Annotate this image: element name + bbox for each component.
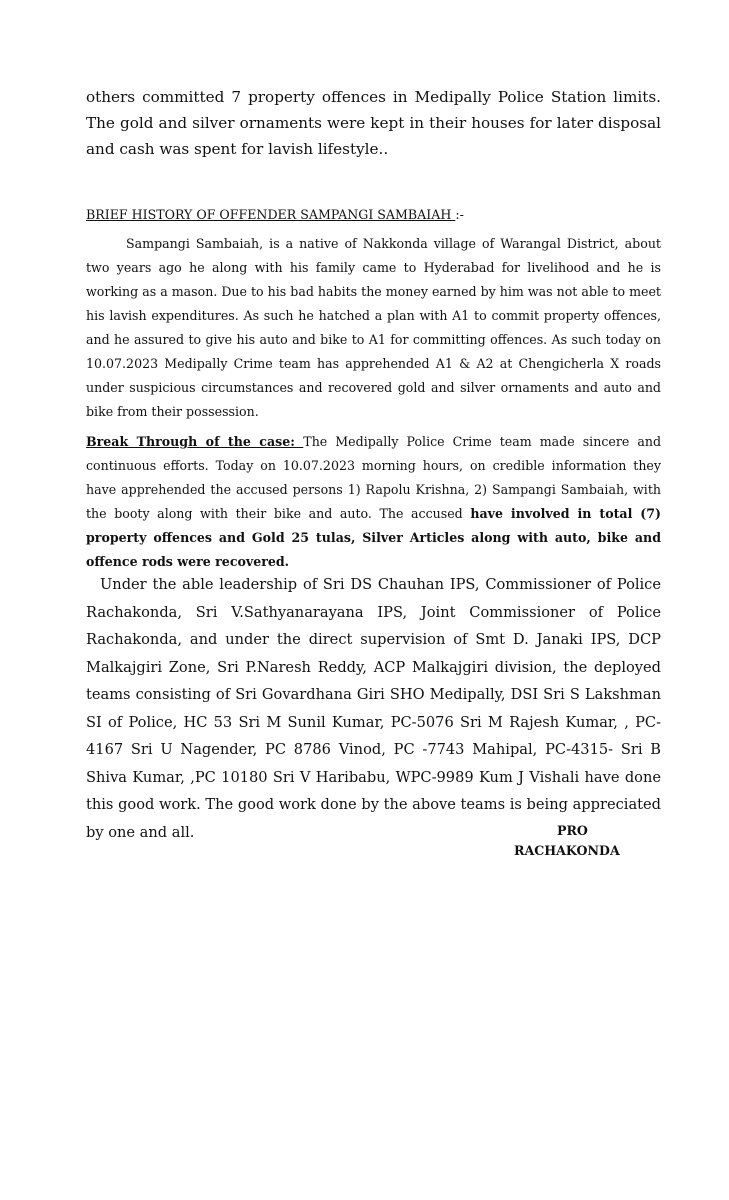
signature-block bbox=[500, 821, 640, 861]
offender-history-heading bbox=[86, 206, 661, 224]
team-appreciation-text: Under the able leadership of Sri DS Chauhan IPS, Commissioner of Police Rachakonda, Sri V.Sathyanarayana IPS, Joint Commissioner of Police Rachakonda, and under the direct supervision of Smt D. Janaki IPS, DCP Malkajgiri Zone, Sri P.Naresh Reddy, ACP Malkajgiri division, the deployed teams consisting of Sri Govardhana Giri SHO Medipally, DSI Sri S Lakshman SI of Police, HC 53 Sri M Sunil Kumar, PC-5076 Sri M Rajesh Kumar, , PC- 4167 Sri U Nagender, PC 8786 Vinod, PC -7743 Mahipal, PC-4315- Sri B Shiva Kumar, ,PC 10180 Sri V Haribabu, WPC-9989 Kum J Vishali have done this good work. The good work done by the above teams is being appreciated by one and all. bbox=[86, 576, 661, 841]
breakthrough-lead: Break Through of the case: bbox=[86, 434, 304, 449]
breakthrough-paragraph bbox=[86, 430, 661, 574]
offender-history-heading-suffix: :- bbox=[455, 207, 464, 222]
team-appreciation-paragraph bbox=[86, 571, 661, 846]
signature-title: PRO bbox=[557, 823, 588, 838]
offender-history-heading-text: BRIEF HISTORY OF OFFENDER SAMPANGI SAMBAIAH bbox=[86, 207, 456, 222]
signature-organization: RACHAKONDA bbox=[514, 843, 620, 858]
intro-text: others committed 7 property offences in Medipally Police Station limits. The gold and silver ornaments were kept in their houses for later disposal and cash was spent for lavish lifestyle.. bbox=[86, 88, 661, 158]
breakthrough-bold-text: have involved in total (7) property offences and Gold 25 tulas, Silver Articles along with auto, bike and offence rods were recovered. bbox=[86, 506, 661, 569]
intro-paragraph bbox=[86, 84, 661, 162]
offender-history-text: Sampangi Sambaiah, is a native of Nakkonda village of Warangal District, about two years ago he along with his family came to Hyderabad for livelihood and he is working as a mason. Due to his bad habits the money earned by him was not able to meet his lavish expenditures. As such he hatched a plan with A1 to commit property offences, and he assured to give his auto and bike to A1 for committing offences. As such today on 10.07.2023 Medipally Crime team has apprehended A1 & A2 at Chengicherla X roads under suspicious circumstances and recovered gold and silver ornaments and auto and bike from their possession. bbox=[86, 236, 661, 419]
breakthrough-text: The Medipally Police Crime team made sincere and continuous efforts. Today on 10.07.2023 morning hours, on credible information they have apprehended the accused persons 1) Rapolu Krishna, 2) Sampangi Sambaiah, with the booty along with their bike and auto. The accused bbox=[86, 434, 662, 521]
offender-history-paragraph bbox=[86, 232, 661, 424]
